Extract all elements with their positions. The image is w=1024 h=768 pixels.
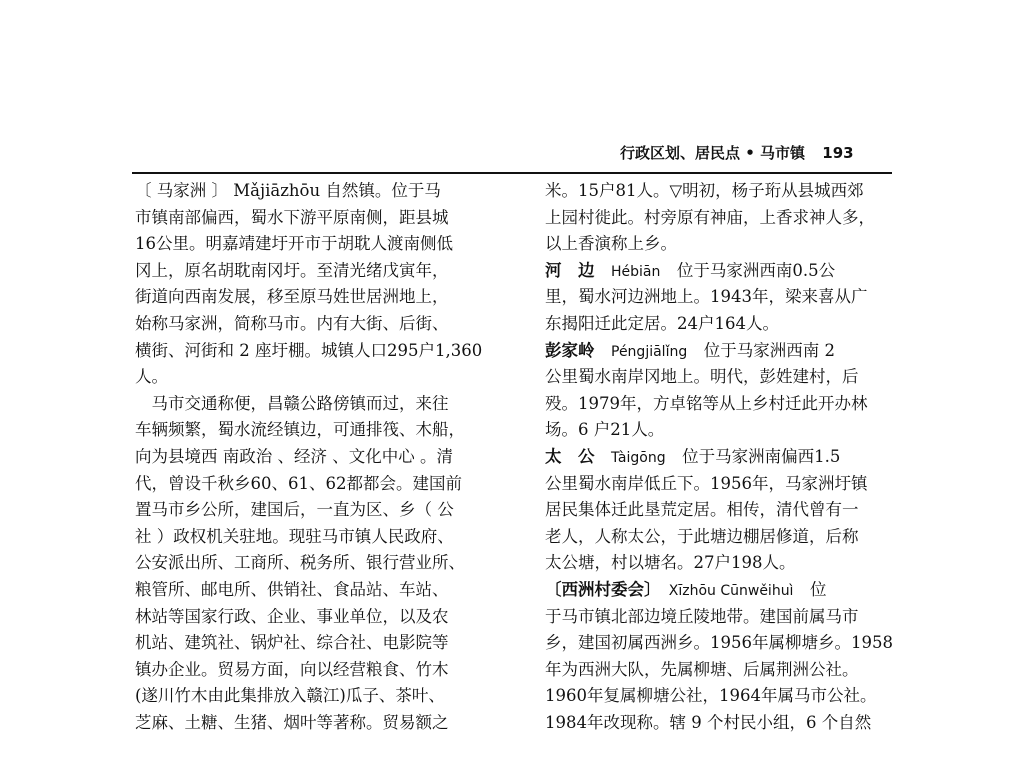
text-line: 公里蜀水南岸冈地上。明代，彭姓建村，后 [545,367,859,387]
text-line: 镇办企业。贸易方面，向以经营粮食、竹木 [135,659,449,679]
header-title: 行政区划、居民点 • 马市镇 [620,144,806,162]
running-header [620,142,890,166]
text-line: 殁。1979年，方卓铭等从上乡村迁此开办林 [545,393,868,413]
entry-pinyin: Péngjiālǐng [611,343,688,360]
text-line: 人。 [135,367,168,387]
text-line: 机站、建筑社、锅炉社、综合社、电影院等 [135,633,449,653]
text-line: 粮管所、邮电所、供销社、食品站、车站、 [135,579,449,599]
text-line: 乡，建国初属西洲乡。1956年属柳塘乡。1958 [545,633,893,653]
entry-text: 位于马家洲西南0.5公 [676,260,836,280]
right-column [545,178,925,736]
text-line: 米。15户81人。▽明初，杨子珩从县城西郊 [545,181,864,200]
left-column [135,178,510,736]
entry-text: 位 [809,579,827,599]
text-line [545,444,925,471]
text-line: 市镇南部偏西，蜀水下游平原南侧，距县城 [135,207,449,227]
text-line [545,258,925,285]
entry-pinyin: Xīzhōu Cūnwěihuì [668,582,794,599]
header-rule [132,172,892,174]
text-line [545,577,925,604]
text-line: 里，蜀水河边洲地上。1943年，梁来喜从广 [545,287,868,307]
text-line: 置马市乡公所，建国后，一直为区、乡（ 公 [135,500,454,520]
page-number: 193 [822,144,854,162]
text-line: (遂川竹木由此集排放入赣江)瓜子、茶叶、 [135,686,445,706]
text-line: 以上香演称上乡。 [545,234,677,254]
entry-name: 彭家岭 [545,340,595,360]
text-line: 太公塘，村以塘名。27户198人。 [545,553,796,573]
text-line: 于马市镇北部边境丘陵地带。建国前属马市 [545,606,859,626]
text-line: 1984年改现称。辖 9 个村民小组，6 个自然 [545,712,872,732]
text-line: 居民集体迁此垦荒定居。相传，清代曾有一 [545,500,859,520]
text-line: 始称马家洲，简称马市。内有大街、后街、 [135,313,449,333]
text-line: 冈上，原名胡耽南冈圩。至清光绪戊寅年， [135,260,449,280]
text-line: 上园村徙此。村旁原有神庙，上香求神人多， [545,207,875,227]
entry-text: 位于马家洲西南 2 [703,340,835,360]
text-line: 芝麻、土糖、生猪、烟叶等著称。贸易额之 [135,712,449,732]
text-line: 场。6 户21人。 [545,420,665,440]
text-line: 1960年复属柳塘公社，1964年属马市公社。 [545,686,877,706]
text-line: 公安派出所、工商所、税务所、银行营业所、 [135,553,465,573]
text-line: 社 ）政权机关驻地。现驻马市镇人民政府、 [135,526,454,546]
entry-name: 河 边 [545,260,595,280]
text-line: 代，曾设千秋乡60、61、62都都会。建国前 [135,473,462,493]
text-line: 横街、河街和 2 座圩棚。城镇人口295户1,360 [135,340,483,360]
entry-text: 位于马家洲南偏西1.5 [682,446,841,466]
text-line: 街道向西南发展，移至原马姓世居洲地上， [135,287,449,307]
text-line: 老人，人称太公，于此塘边棚居修道，后称 [545,526,859,546]
text-line: 马市交通称便，昌赣公路傍镇而过，来往 [135,393,449,413]
text-line: 林站等国家行政、企业、事业单位，以及农 [135,606,449,626]
entry-pinyin: Tàigōng [611,449,666,466]
text-line: 〔 马家洲 〕 Mǎjiāzhōu 自然镇。位于马 [135,181,441,200]
text-line: 车辆频繁，蜀水流经镇边，可通排筏、木船， [135,420,465,440]
text-line: 向为县境西 南政治 、经济 、文化中心 。清 [135,446,453,466]
text-line: 东揭阳迁此定居。24户164人。 [545,313,779,333]
text-line: 公里蜀水南岸低丘下。1956年，马家洲圩镇 [545,473,868,493]
text-line: 年为西洲大队，先属柳塘、后属荆洲公社。 [545,659,859,679]
text-line [545,338,925,365]
entry-name: 太 公 [545,446,595,466]
entry-pinyin: Hébiān [611,263,661,280]
text-line: 16公里。明嘉靖建圩开市于胡耽人渡南侧低 [135,234,453,254]
entry-name: 〔西洲村委会〕 [545,579,653,599]
